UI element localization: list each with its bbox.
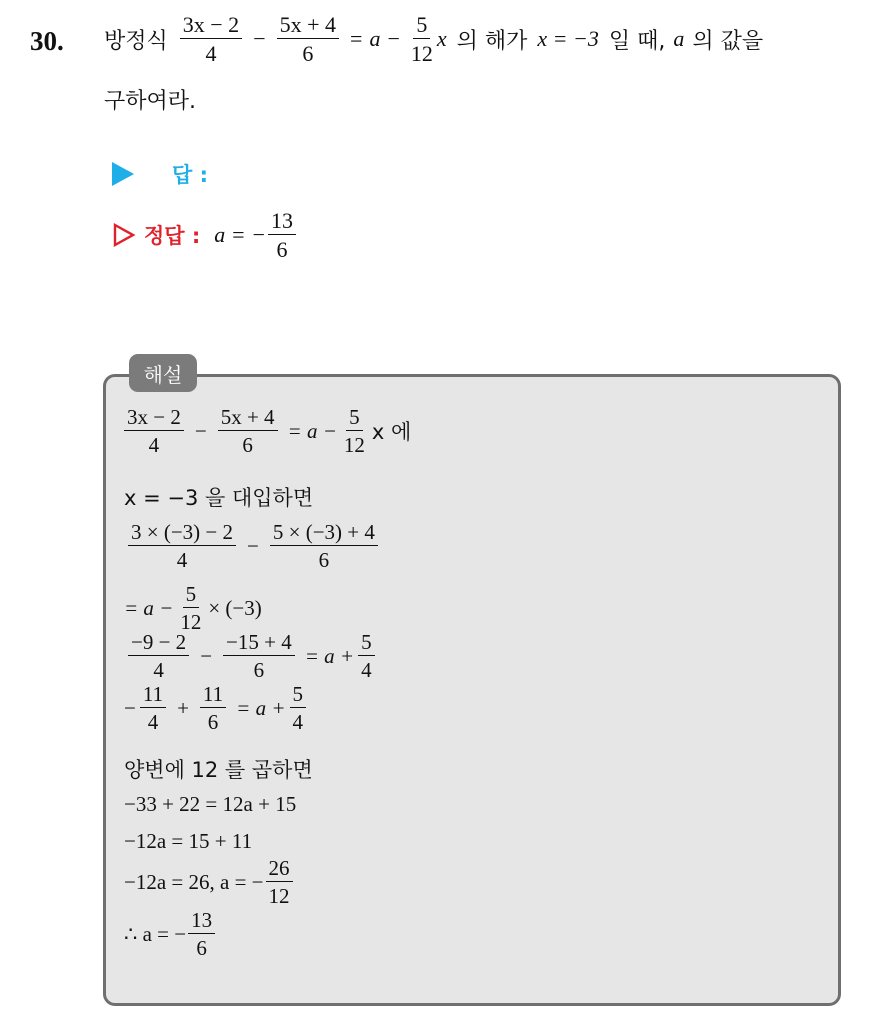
numerator: 5 bbox=[358, 630, 375, 656]
fraction bbox=[270, 520, 378, 572]
answer-label: 답 : bbox=[172, 163, 208, 187]
fraction bbox=[223, 630, 295, 682]
denominator: 6 bbox=[242, 433, 253, 458]
numerator: −15 + 4 bbox=[223, 630, 295, 656]
fraction bbox=[218, 405, 278, 457]
denominator: 4 bbox=[153, 658, 164, 683]
numerator: 3x − 2 bbox=[180, 12, 242, 39]
correct-answer-label: 정답 : bbox=[144, 224, 201, 249]
minus-sign: − bbox=[200, 643, 213, 668]
minus-sign: − bbox=[194, 418, 207, 443]
therefore-lhs: ∴ a = − bbox=[124, 921, 187, 946]
question-number: 30. bbox=[30, 26, 64, 56]
condition: x = −3 bbox=[537, 26, 599, 52]
numerator: 5 bbox=[346, 405, 363, 431]
tail: × (−3) bbox=[208, 595, 262, 620]
variable-a-2: a bbox=[673, 26, 685, 52]
solution-line-4 bbox=[124, 582, 262, 634]
question-text-line-2: 구하여라. bbox=[104, 89, 197, 114]
lhs: = a − bbox=[124, 595, 174, 620]
fraction-term-2 bbox=[277, 12, 339, 67]
fraction bbox=[140, 682, 166, 734]
numerator: 26 bbox=[266, 856, 293, 882]
solution-line-11 bbox=[124, 908, 219, 960]
denominator: 6 bbox=[276, 237, 288, 263]
fraction bbox=[177, 582, 204, 634]
minus-sign: − bbox=[253, 26, 266, 52]
solution-line-3 bbox=[124, 520, 382, 572]
minus-sign: − bbox=[124, 695, 136, 720]
correct-answer-row bbox=[112, 208, 300, 263]
equals-sign: = bbox=[350, 26, 363, 52]
denominator: 4 bbox=[176, 548, 188, 573]
denominator: 6 bbox=[253, 658, 265, 683]
numerator: 13 bbox=[188, 908, 215, 934]
denominator: 6 bbox=[318, 548, 330, 573]
denominator: 4 bbox=[361, 658, 372, 683]
question-prefix: 방정식 bbox=[104, 28, 168, 54]
play-arrow-icon bbox=[112, 162, 134, 186]
correct-answer-lhs: a = − bbox=[214, 222, 266, 248]
question-text-line-1 bbox=[104, 12, 763, 67]
triangle-outline-icon bbox=[112, 223, 136, 247]
minus-sign-2: − bbox=[387, 26, 400, 52]
lhs: −12a = 26, a = − bbox=[124, 869, 264, 894]
denominator: 6 bbox=[302, 41, 314, 67]
solution-line-10 bbox=[124, 856, 297, 908]
numerator: 5x + 4 bbox=[218, 405, 278, 431]
minus-sign: − bbox=[247, 533, 259, 558]
denominator: 12 bbox=[268, 884, 290, 909]
question-suffix-2: 의 값을 bbox=[692, 28, 764, 54]
fraction bbox=[124, 405, 184, 457]
denominator: 6 bbox=[207, 710, 219, 735]
solution-tag: 해설 bbox=[129, 354, 197, 392]
question-mid: 의 해가 bbox=[456, 28, 528, 54]
denominator: 12 bbox=[410, 41, 433, 67]
solution-line-8: −33 + 22 = 12a + 15 bbox=[124, 792, 297, 816]
rhs: = a + bbox=[236, 695, 286, 720]
numerator: 5 bbox=[290, 682, 307, 708]
fraction bbox=[290, 682, 307, 734]
tail: x 에 bbox=[371, 420, 412, 445]
denominator: 6 bbox=[196, 936, 207, 961]
numerator: 5x + 4 bbox=[277, 12, 339, 39]
variable-x: x bbox=[436, 26, 447, 52]
solution-line-2: x = −3 을 대입하면 bbox=[124, 486, 314, 510]
fraction-term-1 bbox=[180, 12, 242, 67]
numerator: 11 bbox=[200, 682, 226, 708]
correct-answer-fraction bbox=[268, 208, 296, 263]
fraction-term-3 bbox=[408, 12, 436, 67]
numerator: 11 bbox=[140, 682, 166, 708]
fraction bbox=[128, 630, 189, 682]
numerator: −9 − 2 bbox=[128, 630, 189, 656]
denominator: 4 bbox=[147, 710, 159, 735]
answer-row bbox=[112, 159, 208, 189]
numerator: 5 bbox=[413, 12, 430, 39]
solution-line-9: −12a = 15 + 11 bbox=[124, 829, 253, 853]
fraction bbox=[188, 908, 215, 960]
numerator: 5 × (−3) + 4 bbox=[270, 520, 378, 546]
denominator: 12 bbox=[343, 433, 365, 458]
numerator: 3x − 2 bbox=[124, 405, 184, 431]
solution-line-1 bbox=[124, 405, 411, 457]
fraction bbox=[128, 520, 236, 572]
plus-sign: + bbox=[177, 695, 189, 720]
fraction bbox=[200, 682, 226, 734]
fraction bbox=[358, 630, 375, 682]
rhs: = a − bbox=[287, 418, 337, 443]
numerator: 5 bbox=[183, 582, 200, 608]
fraction bbox=[266, 856, 293, 908]
denominator: 12 bbox=[180, 610, 202, 635]
variable-a: a bbox=[369, 26, 381, 52]
solution-line-7: 양변에 12 를 곱하면 bbox=[124, 758, 313, 782]
denominator: 4 bbox=[205, 41, 217, 67]
denominator: 4 bbox=[292, 710, 303, 735]
solution-line-5 bbox=[124, 630, 379, 682]
denominator: 4 bbox=[148, 433, 160, 458]
numerator: 3 × (−3) − 2 bbox=[128, 520, 236, 546]
question-suffix: 일 때, bbox=[608, 28, 666, 54]
fraction bbox=[341, 405, 368, 457]
rhs: = a + bbox=[304, 643, 355, 668]
solution-line-6 bbox=[124, 682, 310, 734]
numerator: 13 bbox=[268, 208, 296, 235]
